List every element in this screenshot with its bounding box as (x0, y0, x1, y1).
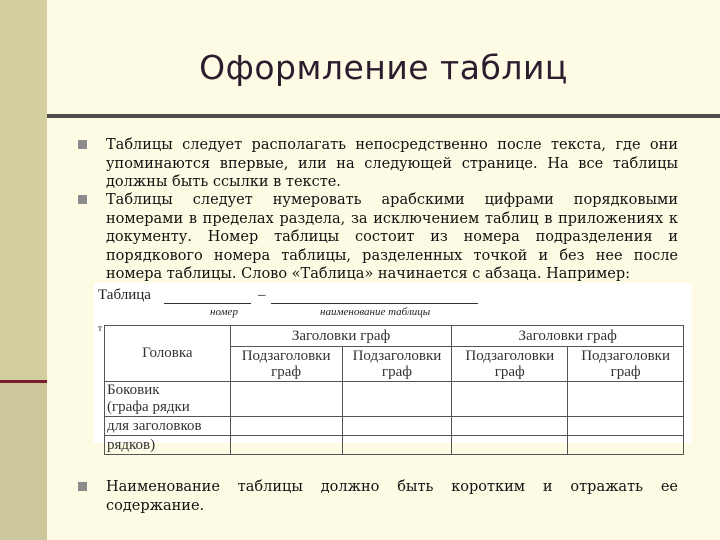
bullet-2 (84, 191, 678, 284)
table-cell (230, 417, 342, 436)
bullet-3 (84, 478, 678, 515)
caption-name-line (271, 303, 478, 304)
side-suffix: рядки (152, 399, 190, 415)
bullet-3-text: Наименование таблицы должно быть коротким и отражать ее содержание. (106, 479, 678, 514)
slide-title: Оформление таблиц (199, 48, 568, 87)
sub-header: Подзаголовки граф (342, 347, 452, 382)
bullet-2-text: Таблицы следует нумеровать арабскими цифрами порядковыми номерами в пределах раздела, за исключением таблиц в приложениях к документу. Номер таблицы состоит из номера подразделения и порядкового номера таблицы, разделенных точкой и без нее после номера таблицы. Слово «Таблица» начинается с абзаца. Например: (106, 192, 678, 282)
bullet-1-text: Таблицы следует располагать непосредственно после текста, где они упоминаются впервые, или на следующей странице. На все таблицы должны быть ссылки в тексте. (106, 137, 678, 190)
table-cell (230, 382, 342, 417)
sample-table-image (94, 283, 692, 453)
group-header: Заголовки граф (230, 326, 452, 347)
title-divider (47, 114, 720, 118)
head-cell: Головка (105, 326, 231, 382)
caption-dash: – (258, 287, 266, 303)
table-cell (230, 436, 342, 455)
sub-header: Подзаголовки граф (230, 347, 342, 382)
caption-word: Таблица (98, 287, 151, 303)
caption-number-line (164, 303, 251, 304)
table-cell (452, 417, 568, 436)
table-cell (568, 382, 684, 417)
table-cell (342, 417, 452, 436)
bullet-square-icon (78, 140, 87, 149)
sub-header: Подзаголовки граф (568, 347, 684, 382)
caption-left-tick: т (98, 323, 102, 333)
left-decor-accent (0, 0, 47, 383)
caption-name-hint: наименование таблицы (320, 306, 431, 318)
sub-header: Подзаголовки граф (452, 347, 568, 382)
table-cell (568, 417, 684, 436)
table-cell (452, 436, 568, 455)
bullet-1 (84, 136, 678, 192)
table-cell (452, 382, 568, 417)
side-cell: рядков) (105, 436, 231, 455)
side-cell: Боковик (графа рядки (105, 382, 231, 417)
table-cell (342, 436, 452, 455)
caption-number-hint: номер (210, 306, 238, 318)
side-cell: для заголовков (105, 417, 231, 436)
sample-table-grid (104, 325, 684, 455)
table-cell (342, 382, 452, 417)
table-cell (568, 436, 684, 455)
bullet-square-icon (78, 482, 87, 491)
table-caption-row (98, 287, 578, 333)
bullet-square-icon (78, 195, 87, 204)
group-header: Заголовки граф (452, 326, 684, 347)
